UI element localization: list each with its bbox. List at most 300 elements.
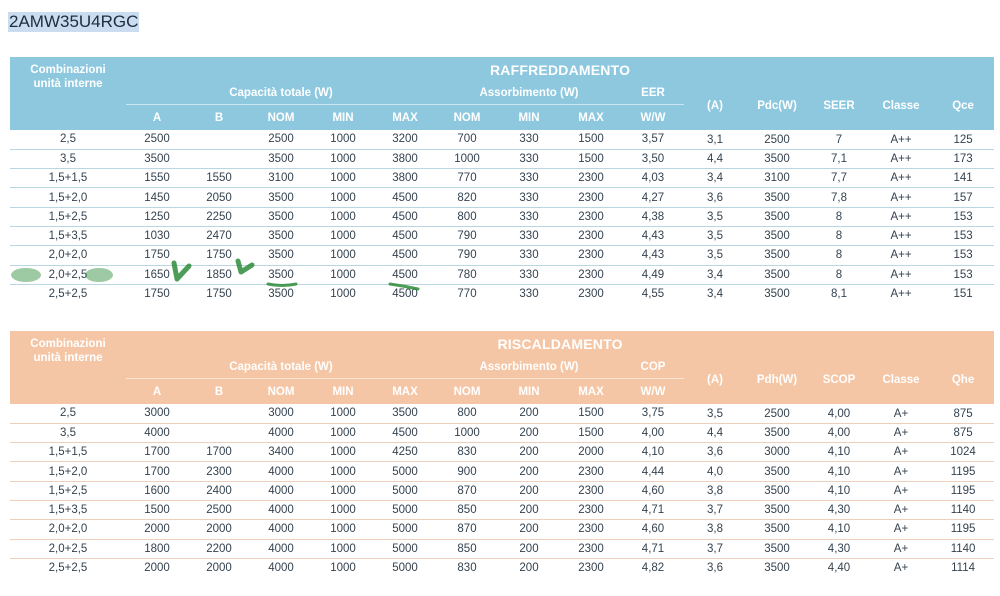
sub-header-abs-min: MIN <box>518 385 540 398</box>
cell-pd: 3500 <box>746 481 808 500</box>
cell-b: 2500 <box>188 500 250 519</box>
cell-abs-min: 200 <box>498 443 560 462</box>
cell-classe: A+ <box>870 443 932 462</box>
cell-a: 1030 <box>126 226 188 245</box>
cell-ratio: 4,49 <box>622 265 684 284</box>
scop-header: SCOP <box>808 356 870 404</box>
table-row <box>10 462 994 481</box>
cell-cap-nom: 4000 <box>250 520 312 539</box>
cell-combo: 1,5+2,5 <box>10 481 126 500</box>
cell-abs-max: 2300 <box>560 539 622 558</box>
cell-b: 2000 <box>188 520 250 539</box>
cell-abs-nom: 850 <box>436 539 498 558</box>
cell-amp: 3,5 <box>684 404 746 423</box>
cell-cap-nom: 4000 <box>250 481 312 500</box>
cell-abs-min: 330 <box>498 169 560 188</box>
table-row <box>10 149 994 168</box>
cell-ratio: 4,00 <box>622 423 684 442</box>
cell-season: 4,10 <box>808 520 870 539</box>
cell-abs-max: 1500 <box>560 423 622 442</box>
cell-amp: 3,6 <box>684 188 746 207</box>
cell-ratio: 4,60 <box>622 520 684 539</box>
amp-header: (A) <box>684 356 746 404</box>
cell-cap-min: 1000 <box>312 169 374 188</box>
cell-cap-nom: 3500 <box>250 265 312 284</box>
cell-combo: 3,5 <box>10 149 126 168</box>
table-row <box>10 188 994 207</box>
cell-cap-min: 1000 <box>312 130 374 149</box>
cell-abs-min: 200 <box>498 520 560 539</box>
cell-abs-max: 2300 <box>560 207 622 226</box>
cell-b: 2200 <box>188 539 250 558</box>
section-title-cooling: RAFFREDDAMENTO <box>490 61 631 78</box>
cell-q: 875 <box>932 423 994 442</box>
table-row <box>10 520 994 539</box>
cell-cap-min: 1000 <box>312 423 374 442</box>
table-row <box>10 558 994 577</box>
cell-cap-max: 3800 <box>374 149 436 168</box>
cell-abs-max: 2000 <box>560 443 622 462</box>
sub-header-cap-nom: NOM <box>267 385 295 398</box>
cell-a: 1800 <box>126 539 188 558</box>
cell-q: 153 <box>932 246 994 265</box>
cell-cap-max: 5000 <box>374 539 436 558</box>
cell-season: 4,10 <box>808 443 870 462</box>
seer-header: SEER <box>808 82 870 130</box>
cell-cap-min: 1000 <box>312 404 374 423</box>
cell-cap-nom: 3500 <box>250 226 312 245</box>
sub-header-b: B <box>214 111 224 124</box>
cell-a: 1750 <box>144 288 170 301</box>
cell-amp: 4,4 <box>684 423 746 442</box>
cell-cap-min: 1000 <box>312 520 374 539</box>
cell-ratio: 4,60 <box>622 481 684 500</box>
table-row <box>10 169 994 188</box>
cell-cap-min: 1000 <box>330 562 356 575</box>
cell-abs-max: 2300 <box>560 520 622 539</box>
cell-abs-min: 200 <box>498 404 560 423</box>
cell-amp: 3,7 <box>684 500 746 519</box>
cell-combo: 1,5+1,5 <box>10 169 126 188</box>
cell-classe: A+ <box>870 481 932 500</box>
cell-classe: A+ <box>870 423 932 442</box>
cell-pd: 3500 <box>746 500 808 519</box>
cell-classe: A++ <box>870 130 932 149</box>
cell-pd: 3500 <box>746 188 808 207</box>
cell-a: 1750 <box>126 246 188 265</box>
cell-abs-max: 1500 <box>560 130 622 149</box>
cell-a: 2000 <box>126 520 188 539</box>
cell-b: 1750 <box>206 288 232 301</box>
cell-pd: 2500 <box>746 404 808 423</box>
cell-abs-min: 330 <box>498 265 560 284</box>
cell-cap-min: 1000 <box>312 246 374 265</box>
cell-classe: A++ <box>870 169 932 188</box>
cell-abs-min: 200 <box>498 500 560 519</box>
cell-a: 1650 <box>126 265 188 284</box>
cell-b <box>188 149 250 168</box>
cell-cap-max: 5000 <box>374 481 436 500</box>
cell-cap-max: 4500 <box>374 207 436 226</box>
cell-cap-max: 4500 <box>374 226 436 245</box>
cell-b: 2050 <box>188 188 250 207</box>
cell-season: 7,7 <box>808 169 870 188</box>
cell-classe: A++ <box>890 288 912 301</box>
cell-a: 1600 <box>126 481 188 500</box>
cell-cap-min: 1000 <box>312 149 374 168</box>
cell-abs-max: 2300 <box>560 169 622 188</box>
cell-combo: 1,5+2,0 <box>10 188 126 207</box>
cell-combo: 2,0+2,0 <box>10 520 126 539</box>
cell-a: 2000 <box>144 562 170 575</box>
cell-cap-nom: 3500 <box>250 246 312 265</box>
cell-q: 125 <box>932 130 994 149</box>
table-row <box>10 404 994 423</box>
cell-a: 3000 <box>126 404 188 423</box>
cell-abs-max: 2300 <box>560 481 622 500</box>
cell-classe: A++ <box>870 188 932 207</box>
cell-a: 1700 <box>126 462 188 481</box>
classe-header: Classe <box>870 356 932 404</box>
cell-cap-nom: 3100 <box>250 169 312 188</box>
cell-cap-nom: 3400 <box>250 443 312 462</box>
cell-abs-min: 330 <box>498 130 560 149</box>
cell-b: 1550 <box>188 169 250 188</box>
eer-unit-header: W/W <box>640 111 666 124</box>
cell-amp: 3,5 <box>684 246 746 265</box>
cell-amp: 4,4 <box>684 149 746 168</box>
cell-ratio: 4,71 <box>622 500 684 519</box>
table-row <box>10 207 994 226</box>
amp-header: (A) <box>684 82 746 130</box>
cell-cap-max: 5000 <box>374 520 436 539</box>
cell-season: 4,30 <box>808 500 870 519</box>
cell-abs-max: 2300 <box>578 288 604 301</box>
cell-combo: 1,5+2,0 <box>10 462 126 481</box>
cell-abs-min: 330 <box>498 226 560 245</box>
cell-classe: A+ <box>870 500 932 519</box>
cell-cap-nom: 3500 <box>250 149 312 168</box>
cell-ratio: 3,75 <box>622 404 684 423</box>
cell-q: 1140 <box>932 539 994 558</box>
cell-ratio: 4,71 <box>622 539 684 558</box>
cell-abs-nom: 800 <box>436 207 498 226</box>
cell-b <box>188 404 250 423</box>
cell-abs-max: 2300 <box>560 226 622 245</box>
cell-cap-nom: 4000 <box>250 539 312 558</box>
cell-abs-min: 200 <box>519 562 539 575</box>
capacity-group-header: Capacità totale (W) <box>126 82 436 105</box>
cell-season: 7 <box>808 130 870 149</box>
cell-abs-min: 200 <box>498 423 560 442</box>
section-title-heating: RISCALDAMENTO <box>497 335 623 352</box>
table-row <box>10 443 994 462</box>
cell-cap-min: 1000 <box>312 265 374 284</box>
cell-cap-min: 1000 <box>312 188 374 207</box>
cell-season: 4,00 <box>808 423 870 442</box>
cell-q: 1140 <box>932 500 994 519</box>
cell-pd: 3500 <box>746 226 808 245</box>
cell-combo: 1,5+3,5 <box>10 500 126 519</box>
cell-amp: 3,6 <box>707 562 723 575</box>
cell-cap-max: 4500 <box>374 265 436 284</box>
cell-abs-nom: 800 <box>436 404 498 423</box>
cell-season: 7,8 <box>808 188 870 207</box>
cell-cap-max: 4500 <box>392 288 418 301</box>
cell-cap-max: 4500 <box>374 188 436 207</box>
cell-abs-nom: 770 <box>457 288 477 301</box>
cell-b: 2470 <box>188 226 250 245</box>
model-title: 2AMW35U4RGC <box>9 12 139 31</box>
cell-cap-nom: 4000 <box>268 562 294 575</box>
cell-pd: 3500 <box>764 562 790 575</box>
cell-abs-min: 330 <box>498 188 560 207</box>
cell-b: 2250 <box>188 207 250 226</box>
cell-cap-nom: 3000 <box>250 404 312 423</box>
cell-season: 8 <box>808 226 870 245</box>
cell-b <box>188 423 250 442</box>
heating-table <box>10 331 994 577</box>
sub-header-abs-min: MIN <box>518 111 540 124</box>
combo-header: Combinazioni unità interne <box>30 64 106 90</box>
cell-cap-nom: 3500 <box>268 288 294 301</box>
cell-combo: 2,0+2,5 <box>10 539 126 558</box>
table-row <box>10 423 994 442</box>
cell-cap-nom: 3500 <box>250 207 312 226</box>
capacity-group-header: Capacità totale (W) <box>126 356 436 379</box>
cell-abs-min: 200 <box>498 539 560 558</box>
cell-pd: 3500 <box>746 149 808 168</box>
cell-q: 153 <box>932 226 994 245</box>
cell-combo: 2,5 <box>10 130 126 149</box>
classe-header: Classe <box>870 82 932 130</box>
cell-abs-nom: 870 <box>436 481 498 500</box>
cell-amp: 3,4 <box>684 265 746 284</box>
sub-header-cap-nom: NOM <box>267 111 295 124</box>
cell-classe: A++ <box>870 207 932 226</box>
cell-cap-max: 4250 <box>374 443 436 462</box>
cell-combo: 1,5+3,5 <box>10 226 126 245</box>
cell-abs-min: 330 <box>498 207 560 226</box>
cell-cap-nom: 4000 <box>250 462 312 481</box>
cell-a: 1550 <box>126 169 188 188</box>
sub-header-abs-nom: NOM <box>453 111 481 124</box>
cell-q: 157 <box>932 188 994 207</box>
sub-header-b: B <box>214 385 224 398</box>
heating-table-body <box>10 404 994 577</box>
cell-pd: 3500 <box>746 207 808 226</box>
cell-abs-max: 2300 <box>560 462 622 481</box>
table-row <box>10 500 994 519</box>
cell-ratio: 3,57 <box>622 130 684 149</box>
cell-pd: 3500 <box>746 265 808 284</box>
cell-abs-nom: 790 <box>436 246 498 265</box>
cell-abs-max: 2300 <box>560 188 622 207</box>
cell-q: 1195 <box>932 462 994 481</box>
cell-combo: 2,5+2,5 <box>48 288 88 301</box>
cell-q: 173 <box>932 149 994 168</box>
cell-abs-min: 330 <box>498 149 560 168</box>
cell-season: 4,10 <box>808 481 870 500</box>
cell-cap-min: 1000 <box>312 481 374 500</box>
cell-cap-max: 5000 <box>392 562 418 575</box>
cell-amp: 3,5 <box>684 207 746 226</box>
cell-cap-max: 5000 <box>374 500 436 519</box>
cell-amp: 3,5 <box>684 226 746 245</box>
sub-header-abs-max: MAX <box>578 385 604 398</box>
cell-cap-max: 5000 <box>374 462 436 481</box>
cell-cap-min: 1000 <box>312 443 374 462</box>
sub-header-cap-min: MIN <box>332 385 354 398</box>
cell-season: 8 <box>808 265 870 284</box>
cell-ratio: 4,55 <box>641 288 665 301</box>
cell-ratio: 4,43 <box>622 246 684 265</box>
cell-season: 8 <box>808 246 870 265</box>
cop-header: COP <box>622 356 684 379</box>
cell-abs-max: 2300 <box>560 246 622 265</box>
sub-header-abs-max: MAX <box>578 111 604 124</box>
cell-combo: 2,0+2,5 <box>10 265 126 284</box>
cell-a: 1450 <box>126 188 188 207</box>
absorption-group-header: Assorbimento (W) <box>436 356 622 379</box>
cell-cap-nom: 4000 <box>250 500 312 519</box>
cell-cap-max: 3500 <box>374 404 436 423</box>
cell-ratio: 4,10 <box>622 443 684 462</box>
cell-abs-min: 200 <box>498 462 560 481</box>
cell-ratio: 4,44 <box>622 462 684 481</box>
cell-classe: A++ <box>870 226 932 245</box>
cell-cap-min: 1000 <box>312 226 374 245</box>
cell-abs-max: 2300 <box>560 265 622 284</box>
cell-pd: 3500 <box>746 246 808 265</box>
cell-classe: A+ <box>870 520 932 539</box>
sub-header-cap-max: MAX <box>392 111 418 124</box>
table-row <box>10 481 994 500</box>
cell-q: 1024 <box>932 443 994 462</box>
sub-header-abs-nom: NOM <box>453 385 481 398</box>
cell-pd: 3500 <box>746 462 808 481</box>
cell-q: 153 <box>932 265 994 284</box>
cell-combo: 1,5+2,5 <box>10 207 126 226</box>
cell-classe: A+ <box>893 562 909 575</box>
cell-season: 4,30 <box>808 539 870 558</box>
cell-ratio: 4,27 <box>622 188 684 207</box>
cell-amp: 3,4 <box>684 169 746 188</box>
sub-header-a: A <box>152 385 162 398</box>
cell-a: 3500 <box>126 149 188 168</box>
cell-amp: 3,8 <box>684 520 746 539</box>
cell-classe: A+ <box>870 462 932 481</box>
cell-cap-nom: 2500 <box>250 130 312 149</box>
cell-a: 4000 <box>126 423 188 442</box>
sub-header-cap-max: MAX <box>392 385 418 398</box>
cell-amp: 3,7 <box>684 539 746 558</box>
cell-abs-nom: 820 <box>436 188 498 207</box>
cell-cap-min: 1000 <box>312 207 374 226</box>
cell-b: 2300 <box>188 462 250 481</box>
cell-amp: 3,6 <box>684 443 746 462</box>
cell-pd: 3100 <box>746 169 808 188</box>
cell-abs-nom: 900 <box>436 462 498 481</box>
cell-a: 1700 <box>126 443 188 462</box>
cell-classe: A+ <box>870 539 932 558</box>
cell-ratio: 4,43 <box>622 226 684 245</box>
cell-cap-min: 1000 <box>312 500 374 519</box>
cell-classe: A++ <box>870 246 932 265</box>
cell-pd: 3500 <box>746 423 808 442</box>
cooling-table <box>10 57 994 303</box>
cell-ratio: 4,03 <box>622 169 684 188</box>
cell-b: 2000 <box>206 562 232 575</box>
cell-amp: 3,8 <box>684 481 746 500</box>
cell-cap-max: 4500 <box>374 423 436 442</box>
cell-combo: 2,5+2,5 <box>48 562 88 575</box>
cell-abs-nom: 830 <box>457 562 477 575</box>
cell-season: 7,1 <box>808 149 870 168</box>
cell-pd: 3500 <box>764 288 790 301</box>
cell-abs-min: 330 <box>519 288 539 301</box>
cell-classe: A+ <box>870 404 932 423</box>
cell-a: 2500 <box>126 130 188 149</box>
cell-cap-nom: 4000 <box>250 423 312 442</box>
cell-cap-min: 1000 <box>312 539 374 558</box>
cell-a: 1250 <box>126 207 188 226</box>
cell-abs-nom: 850 <box>436 500 498 519</box>
cell-ratio: 3,50 <box>622 149 684 168</box>
cell-season: 4,40 <box>827 562 851 575</box>
cell-abs-max: 2300 <box>560 500 622 519</box>
cell-abs-nom: 700 <box>436 130 498 149</box>
cell-season: 8 <box>808 207 870 226</box>
table-row <box>10 539 994 558</box>
cell-amp: 3,4 <box>707 288 723 301</box>
cell-combo: 3,5 <box>10 423 126 442</box>
cell-b: 1850 <box>188 265 250 284</box>
cooling-table-body <box>10 130 994 303</box>
cell-cap-max: 4500 <box>374 246 436 265</box>
cell-b: 2400 <box>188 481 250 500</box>
cell-abs-min: 330 <box>498 246 560 265</box>
cell-abs-nom: 1000 <box>436 423 498 442</box>
sub-header-a: A <box>152 111 162 124</box>
cell-combo: 1,5+1,5 <box>10 443 126 462</box>
cell-q: 1195 <box>932 481 994 500</box>
cell-cap-min: 1000 <box>312 462 374 481</box>
cell-cap-nom: 3500 <box>250 188 312 207</box>
eer-header: EER <box>622 82 684 105</box>
table-row <box>10 265 994 284</box>
qhe-header: Qhe <box>932 356 994 404</box>
cell-q: 141 <box>932 169 994 188</box>
cell-abs-nom: 770 <box>436 169 498 188</box>
cell-ratio: 4,82 <box>641 562 665 575</box>
cell-abs-max: 1500 <box>560 404 622 423</box>
cell-abs-nom: 870 <box>436 520 498 539</box>
cell-q: 1195 <box>932 520 994 539</box>
cell-b: 1700 <box>188 443 250 462</box>
cell-b <box>188 130 250 149</box>
cell-b: 1750 <box>188 246 250 265</box>
cell-pd: 3000 <box>746 443 808 462</box>
pdc-header: Pdc(W) <box>746 82 808 130</box>
cell-abs-nom: 1000 <box>436 149 498 168</box>
cell-cap-max: 3800 <box>374 169 436 188</box>
cell-combo: 2,5 <box>10 404 126 423</box>
table-row <box>10 130 994 149</box>
cell-ratio: 4,38 <box>622 207 684 226</box>
absorption-group-header: Assorbimento (W) <box>436 82 622 105</box>
cell-cap-max: 3200 <box>374 130 436 149</box>
